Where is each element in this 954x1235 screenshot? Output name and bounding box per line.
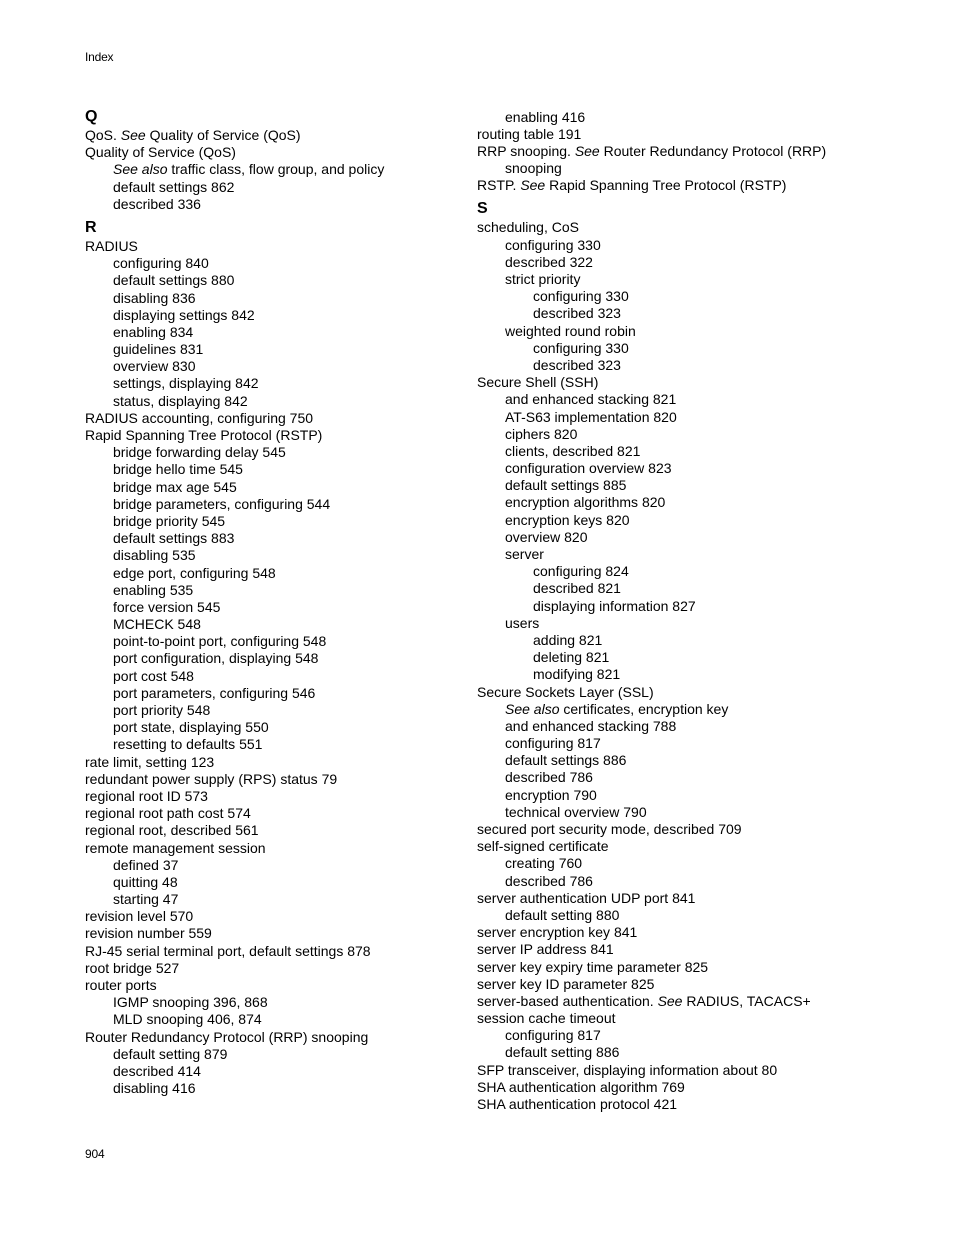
entry-text: configuring 330 <box>533 339 629 356</box>
index-subentry <box>477 460 826 477</box>
entry-text: default settings 885 <box>505 477 627 494</box>
entry-text: starting 47 <box>113 891 179 908</box>
index-subentry <box>85 179 384 196</box>
index-subentry <box>85 1063 384 1080</box>
entry-text: MLD snooping 406, 874 <box>113 1011 262 1028</box>
index-entry <box>477 838 826 855</box>
index-subentry <box>477 718 826 735</box>
see-reference: See <box>657 992 683 1009</box>
index-subentry <box>85 479 384 496</box>
entry-text: ciphers 820 <box>505 425 578 442</box>
section-letter: Q <box>85 108 98 125</box>
entry-text: default setting 879 <box>113 1045 228 1062</box>
entry-text: port parameters, configuring 546 <box>113 684 316 701</box>
entry-text: enabling 535 <box>113 581 194 598</box>
index-subentry <box>477 873 826 890</box>
index-subentry <box>85 547 384 564</box>
index-subentry <box>85 255 384 272</box>
entry-text: resetting to defaults 551 <box>113 736 263 753</box>
index-subentry <box>477 598 826 615</box>
index-subentry <box>85 857 384 874</box>
index-subentry <box>85 496 384 513</box>
see-reference: See <box>574 142 600 159</box>
entry-text: SFP transceiver, displaying information about 80 <box>477 1061 778 1078</box>
entry-text: strict priority <box>505 271 581 287</box>
index-entry <box>477 821 826 838</box>
entry-text: default settings 880 <box>113 272 235 289</box>
entry-text: described 786 <box>505 872 593 889</box>
entry-text: configuring 824 <box>533 563 629 580</box>
index-subentry <box>477 340 826 357</box>
index-subentry <box>477 580 826 597</box>
index-entry <box>477 1062 826 1079</box>
index-entry <box>85 1029 384 1046</box>
index-subentry <box>85 393 384 410</box>
entry-text: AT-S63 implementation 820 <box>505 408 677 425</box>
entry-text: bridge hello time 545 <box>113 461 243 478</box>
index-entry <box>85 427 384 444</box>
index-subentry <box>477 109 826 126</box>
entry-text: Rapid Spanning Tree Protocol (RSTP) <box>545 177 787 194</box>
index-subentry <box>477 529 826 546</box>
index-subentry <box>477 271 826 288</box>
index-subentry <box>85 375 384 392</box>
index-entry <box>85 410 384 427</box>
index-entry <box>477 143 826 160</box>
entry-text: revision level 570 <box>85 908 194 925</box>
entry-text: server key ID parameter 825 <box>477 975 655 992</box>
entry-text: remote management session <box>85 839 266 856</box>
entry-text: RJ-45 serial terminal port, default settings 878 <box>85 942 371 959</box>
index-entry <box>477 959 826 976</box>
index-entry <box>477 1079 826 1096</box>
entry-text: bridge max age 545 <box>113 478 237 495</box>
entry-text: certificates, encryption key <box>559 700 729 717</box>
index-subentry <box>477 1027 826 1044</box>
entry-text: disabling 836 <box>113 289 196 306</box>
entry-text: server authentication UDP port 841 <box>477 889 696 906</box>
index-entry <box>85 754 384 771</box>
index-subentry <box>477 907 826 924</box>
entry-text: self-signed certificate <box>477 838 609 855</box>
entry-text: revision number 559 <box>85 925 212 942</box>
entry-text: described 821 <box>533 580 621 597</box>
index-entry <box>85 805 384 822</box>
index-subentry <box>477 288 826 305</box>
index-subentry <box>85 530 384 547</box>
index-subentry <box>85 650 384 667</box>
index-subentry <box>85 1046 384 1063</box>
index-subentry <box>477 494 826 511</box>
index-subentry <box>85 994 384 1011</box>
entry-text: configuring 330 <box>505 236 601 253</box>
entry-text: server encryption key 841 <box>477 924 638 941</box>
index-column-right <box>477 109 826 1114</box>
index-entry <box>85 977 384 994</box>
entry-text: Router Redundancy Protocol (RRP) snooping <box>85 1028 369 1045</box>
see-reference: See <box>120 127 146 143</box>
section-letter: R <box>85 218 97 236</box>
entry-text: port state, displaying 550 <box>113 719 269 736</box>
index-subentry <box>477 443 826 460</box>
index-subentry <box>477 769 826 786</box>
entry-text: quitting 48 <box>113 873 178 890</box>
entry-text: creating 760 <box>505 855 583 872</box>
index-entry <box>477 1096 826 1113</box>
entry-text: configuration overview 823 <box>505 460 672 477</box>
entry-text: described 414 <box>113 1062 201 1079</box>
index-subentry <box>85 668 384 685</box>
index-subentry <box>477 409 826 426</box>
index-subentry <box>477 615 826 632</box>
entry-text: server-based authentication. <box>477 992 658 1009</box>
index-subentry <box>85 461 384 478</box>
index-subentry <box>85 444 384 461</box>
index-subentry <box>85 272 384 289</box>
index-entry <box>85 127 384 144</box>
index-entry <box>477 890 826 907</box>
entry-text: QoS. <box>85 127 121 143</box>
index-entry <box>477 924 826 941</box>
index-entry <box>477 941 826 958</box>
entry-text: described 323 <box>533 356 621 373</box>
index-subentry <box>85 324 384 341</box>
index-entry <box>85 925 384 942</box>
entry-text: encryption algorithms 820 <box>505 494 666 511</box>
section-letter: S <box>477 200 488 218</box>
entry-text: overview 820 <box>505 528 588 545</box>
entry-text: RADIUS, TACACS+ <box>682 992 811 1009</box>
index-column-left <box>85 107 384 1097</box>
entry-text: default settings 883 <box>113 530 235 547</box>
index-subentry <box>477 855 826 872</box>
index-entry <box>477 1010 826 1027</box>
index-subentry <box>477 735 826 752</box>
index-subentry <box>477 237 826 254</box>
entry-text: root bridge 527 <box>85 959 180 976</box>
index-subentry <box>477 804 826 821</box>
index-subentry <box>477 391 826 408</box>
entry-text: server key expiry time parameter 825 <box>477 958 709 975</box>
entry-text: overview 830 <box>113 358 196 375</box>
index-subentry <box>477 254 826 271</box>
entry-text: Secure Shell (SSH) <box>477 374 599 391</box>
entry-text: Secure Sockets Layer (SSL) <box>477 683 654 700</box>
index-subentry <box>477 701 826 718</box>
entry-text: RADIUS accounting, configuring 750 <box>85 409 314 426</box>
index-entry <box>477 177 826 194</box>
entry-text: SHA authentication algorithm 769 <box>477 1078 685 1095</box>
index-subentry <box>477 752 826 769</box>
entry-text: bridge priority 545 <box>113 512 226 529</box>
entry-text: edge port, configuring 548 <box>113 564 276 581</box>
index-subentry <box>477 649 826 666</box>
entry-text: bridge parameters, configuring 544 <box>113 495 331 512</box>
entry-text: router ports <box>85 977 157 993</box>
entry-text: encryption 790 <box>505 786 597 803</box>
entry-text: default settings 886 <box>505 752 627 769</box>
entry-text: SHA authentication protocol 421 <box>477 1096 678 1112</box>
entry-text: described 336 <box>113 195 201 212</box>
index-entry <box>477 993 826 1010</box>
index-entry <box>477 126 826 143</box>
entry-text: traffic class, flow group, and policy <box>167 161 385 178</box>
index-subentry <box>85 307 384 324</box>
entry-text: default setting 880 <box>505 906 620 923</box>
index-subentry <box>477 546 826 563</box>
index-subentry <box>85 1011 384 1028</box>
index-subentry <box>85 161 384 178</box>
entry-text: Router Redundancy Protocol (RRP) <box>599 142 827 159</box>
index-subentry <box>477 787 826 804</box>
index-subentry <box>85 874 384 891</box>
index-entry <box>85 771 384 788</box>
running-header: Index <box>85 50 114 64</box>
index-subentry <box>85 290 384 307</box>
entry-text: deleting 821 <box>533 649 610 666</box>
entry-text: guidelines 831 <box>113 341 204 358</box>
entry-text: port priority 548 <box>113 702 211 718</box>
index-entry <box>85 840 384 857</box>
index-subentry <box>85 736 384 753</box>
entry-text: settings, displaying 842 <box>113 375 259 392</box>
entry-text: RRP snooping. <box>477 142 575 159</box>
entry-text: port cost 548 <box>113 667 194 684</box>
entry-text: redundant power supply (RPS) status 79 <box>85 770 338 787</box>
entry-text: configuring 840 <box>113 255 209 272</box>
entry-text: RSTP. <box>477 177 521 194</box>
entry-text: server IP address 841 <box>477 941 614 958</box>
index-subentry <box>477 632 826 649</box>
entry-text: defined 37 <box>113 856 179 873</box>
entry-text: technical overview 790 <box>505 803 647 820</box>
index-subentry <box>85 719 384 736</box>
entry-text: described 323 <box>533 305 621 322</box>
index-subentry <box>85 599 384 616</box>
page-number: 904 <box>85 1147 105 1161</box>
index-entry <box>85 822 384 839</box>
entry-text: disabling 416 <box>113 1080 196 1097</box>
index-entry <box>85 943 384 960</box>
entry-text: IGMP snooping 396, 868 <box>113 994 268 1011</box>
entry-text: enabling 834 <box>113 323 194 340</box>
entry-text: disabling 535 <box>113 547 196 564</box>
index-subentry <box>85 196 384 213</box>
index-subentry <box>85 891 384 908</box>
entry-text: status, displaying 842 <box>113 392 248 409</box>
index-subentry <box>85 633 384 650</box>
entry-text: configuring 330 <box>533 288 629 305</box>
index-subentry <box>85 565 384 582</box>
entry-text: and enhanced stacking 821 <box>505 391 677 408</box>
index-entry <box>85 908 384 925</box>
index-subentry <box>477 563 826 580</box>
index-subentry <box>85 582 384 599</box>
entry-text: regional root, described 561 <box>85 822 259 839</box>
entry-text: default setting 886 <box>505 1044 620 1061</box>
entry-text: configuring 817 <box>505 735 601 752</box>
see-reference: See also <box>113 161 168 178</box>
index-subentry <box>477 477 826 494</box>
index-entry <box>477 374 826 391</box>
index-subentry <box>477 666 826 683</box>
index-subentry <box>85 616 384 633</box>
index-entry <box>85 238 384 255</box>
see-reference: See <box>520 177 546 194</box>
index-entry <box>477 976 826 993</box>
entry-text: RADIUS <box>85 237 138 254</box>
entry-text: default settings 862 <box>113 178 235 195</box>
entry-text: snooping <box>505 160 562 177</box>
entry-text: and enhanced stacking 788 <box>505 717 677 734</box>
entry-text: bridge forwarding delay 545 <box>113 444 286 461</box>
index-subentry <box>85 1080 384 1097</box>
entry-text: described 786 <box>505 769 593 786</box>
index-entry <box>477 219 826 236</box>
entry-text: displaying settings 842 <box>113 306 255 323</box>
entry-text: described 322 <box>505 253 593 270</box>
entry-text: weighted round robin <box>505 322 636 339</box>
entry-text: port configuration, displaying 548 <box>113 650 319 667</box>
entry-text: session cache timeout <box>477 1010 616 1027</box>
index-subentry <box>477 512 826 529</box>
entry-text: users <box>505 614 540 631</box>
index-entry <box>85 960 384 977</box>
entry-text: server <box>505 546 544 562</box>
entry-text: point-to-point port, configuring 548 <box>113 633 327 650</box>
index-subentry <box>477 323 826 340</box>
index-subentry <box>477 357 826 374</box>
entry-text: secured port security mode, described 709 <box>477 821 742 837</box>
index-entry <box>85 788 384 805</box>
entry-text: regional root path cost 574 <box>85 805 251 822</box>
entry-text: Rapid Spanning Tree Protocol (RSTP) <box>85 427 323 443</box>
entry-text: configuring 817 <box>505 1027 601 1044</box>
index-subentry <box>477 305 826 322</box>
index-subentry <box>477 160 826 177</box>
entry-text: clients, described 821 <box>505 442 641 459</box>
index-subentry <box>477 1044 826 1061</box>
index-subentry <box>85 358 384 375</box>
entry-text: routing table 191 <box>477 125 582 142</box>
index-subentry <box>85 341 384 358</box>
entry-text: encryption keys 820 <box>505 511 630 528</box>
entry-text: displaying information 827 <box>533 597 696 614</box>
index-subentry <box>85 685 384 702</box>
see-reference: See also <box>505 700 560 717</box>
index-subentry <box>477 426 826 443</box>
entry-text: adding 821 <box>533 631 603 648</box>
index-subentry <box>85 513 384 530</box>
index-entry <box>85 144 384 161</box>
entry-text: modifying 821 <box>533 666 621 683</box>
entry-text: Quality of Service (QoS) <box>85 144 236 161</box>
entry-text: regional root ID 573 <box>85 787 208 804</box>
index-entry <box>477 684 826 701</box>
entry-text: rate limit, setting 123 <box>85 753 215 770</box>
index-subentry <box>85 702 384 719</box>
entry-text: MCHECK 548 <box>113 616 201 633</box>
entry-text: enabling 416 <box>505 108 586 125</box>
entry-text: scheduling, CoS <box>477 219 579 236</box>
entry-text: force version 545 <box>113 598 221 615</box>
entry-text: Quality of Service (QoS) <box>145 127 301 143</box>
